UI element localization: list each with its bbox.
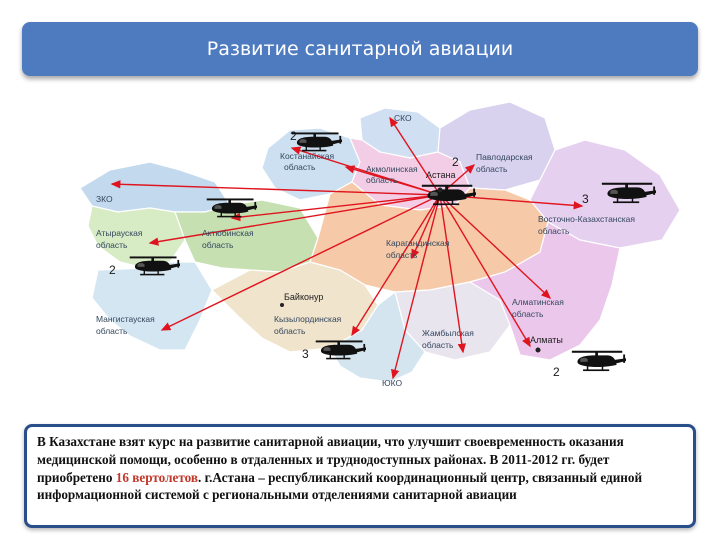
label-sko: СКО xyxy=(394,113,412,123)
astana-marker xyxy=(438,188,443,193)
info-box xyxy=(24,424,696,528)
helicopter-icon xyxy=(572,351,626,371)
label-karaganda: Карагандинская xyxy=(386,238,450,248)
label-atyrau: Атырауская xyxy=(96,228,143,238)
label-almaty: Алматы xyxy=(530,335,563,345)
label-astana: Астана xyxy=(426,170,456,180)
label-almaty-oblast-2: область xyxy=(512,309,544,319)
label-kostanay-2: область xyxy=(284,162,316,172)
count-akmola: 2 xyxy=(452,155,459,169)
label-kyzylorda: Кызылординская xyxy=(274,314,342,324)
label-vko-2: область xyxy=(538,226,570,236)
info-text-highlight: 16 вертолетов xyxy=(115,469,199,485)
label-zhambyl-2: область xyxy=(422,340,454,350)
label-almaty-oblast: Алматинская xyxy=(512,297,564,307)
label-atyrau-2: область xyxy=(96,240,128,250)
label-kyzylorda-2: область xyxy=(274,326,306,336)
label-akmola-2: область xyxy=(366,175,398,185)
count-atyrau: 2 xyxy=(109,263,116,277)
label-vko: Восточно-Казахстанская xyxy=(538,214,635,224)
info-text-part1: В Казахстане взят курс на развитие санитарной авиации, что улучшит своевременность оказания медицинской помощи, особенно в отдаленных и труднодоступных районах. В 2011-2012 гг. будет приобретено xyxy=(37,434,624,485)
page-title: Развитие санитарной авиации xyxy=(206,38,514,60)
baikonur-marker xyxy=(280,303,284,307)
count-kyzylorda: 3 xyxy=(302,347,309,361)
label-karaganda-2: область xyxy=(386,250,418,260)
regions-layer xyxy=(80,102,680,382)
count-almaty: 2 xyxy=(553,365,560,379)
label-pavlodar: Павлодарская xyxy=(476,152,533,162)
count-kostanay: 2 xyxy=(290,129,297,143)
almaty-marker xyxy=(536,348,541,353)
label-akmola: Акмолинская xyxy=(366,164,418,174)
label-kostanay: Костанайская xyxy=(280,151,335,161)
label-zhambyl: Жамбылская xyxy=(422,328,474,338)
label-yuko: ЮКО xyxy=(382,378,403,388)
label-aktobe-2: область xyxy=(202,240,234,250)
label-baikonur: Байконур xyxy=(284,292,324,302)
label-aktobe: Актюбинская xyxy=(202,228,254,238)
count-vko: 3 xyxy=(582,192,589,206)
label-mangystau: Мангистауская xyxy=(96,314,155,324)
label-mangystau-2: область xyxy=(96,326,128,336)
label-zko: ЗКО xyxy=(96,194,113,204)
info-text-part2: . г.Астана – республиканский координационный центр, связанный единой информационной системой с региональными отделениями санитарной авиации xyxy=(37,469,643,503)
label-pavlodar-2: область xyxy=(476,164,508,174)
